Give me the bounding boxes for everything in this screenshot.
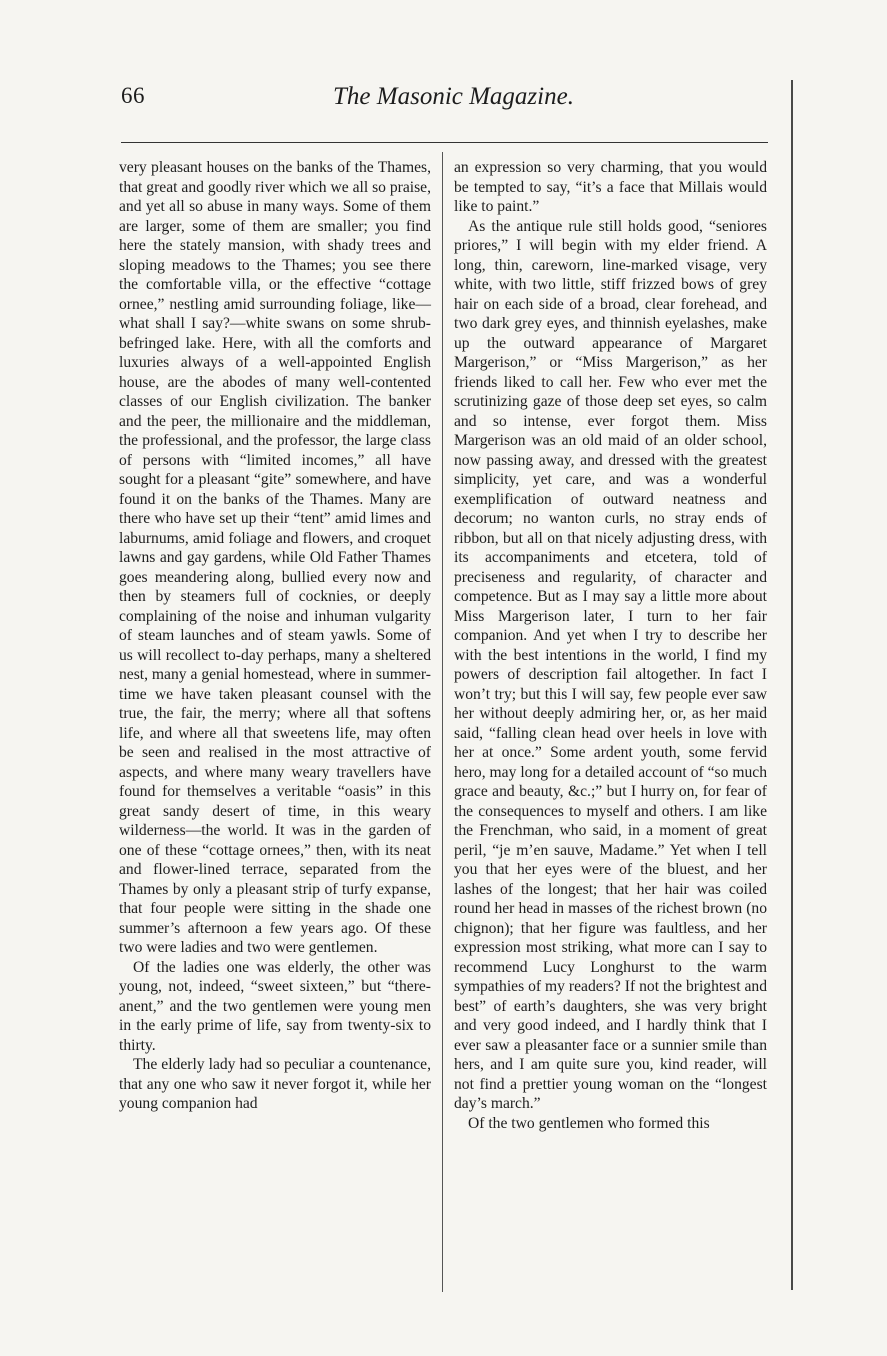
running-title: The Masonic Magazine. bbox=[333, 83, 574, 110]
header-rule bbox=[121, 142, 768, 143]
paragraph: Of the two gentlemen who formed this bbox=[468, 1114, 710, 1132]
paragraph: an expression so very charming, that you would be tempted to say, “it’s a face that Millais would like to paint.” bbox=[454, 159, 767, 215]
right-column bbox=[454, 158, 767, 1133]
paragraph: As the antique rule still holds good, “seniores priores,” I will begin with my elder friend. A long, thin, careworn, line-marked visage, very white, with two little, stiff frizzed bows of grey hair on each side of a broad, clear forehead, and two dark grey eyes, and thinnish eyelashes, make up the outward appearance of Margaret Margerison,” or “Miss Margerison,” as her friends liked to call her. Few who ever met the scrutinizing gaze of those deep set eyes, so calm and so intense, ever forgot them. Miss Margerison was an old maid of an older school, now passing away, and dressed with the greatest simplicity, yet care, and was a wonderful exemplification of outward neatness and decorum; no wanton curls, no stray ends of ribbon, but all on that nicely adjusting dress, with its accompaniments and etcetera, told of preciseness and regularity, of character and competence. But as I may say a little more about Miss Margerison later, I turn to her fair companion. And yet when I try to describe her with the best intentions in the world, I find my powers of description fail altogether. In fact I won’t try; but this I will say, few people ever saw her without deeply admiring her, or, as her maid said, “falling clean head over heels in love with her at once.” Some ardent youth, some fervid hero, may long for a detailed account of “so much grace and beauty, &c.;” but I hurry on, for fear of the consequences to myself and others. I am like the Frenchman, who said, in a moment of great peril, “je m’en sauve, Madame.” Yet when I tell you that her eyes were of the bluest, and her lashes of the longest; that her hair was coiled round her head in masses of the richest brown (no chignon); that her figure was faultless, and her expression most striking, what more can I say to recommend Lucy Longhurst to the warm sympathies of my readers? If not the brightest and best” of earth’s daughters, she was very bright and very good indeed, and I hardly think that I ever saw a pleasanter face or a sunnier smile than hers, and I am quite sure you, kind reader, will not find a prettier young woman on the “longest day’s march.” bbox=[454, 217, 767, 1112]
paragraph: The elderly lady had so peculiar a countenance, that any one who saw it never forgot it, while her young companion had bbox=[119, 1056, 431, 1112]
binding-edge bbox=[791, 80, 793, 1290]
paragraph: Of the ladies one was elderly, the other was young, not, indeed, “sweet sixteen,” but “there-anent,” and the two gentlemen were young men in the early prime of life, say from twenty-six to thirty. bbox=[119, 958, 431, 1054]
left-column bbox=[119, 158, 431, 1114]
paragraph: very pleasant houses on the banks of the Thames, that great and goodly river which we all so praise, and yet all so abuse in many ways. Some of them are larger, some of them are smaller; you find here the stately mansion, with shady trees and sloping meadows to the Thames; you see there the comfortable villa, or the effective “cottage ornee,” nestling amid surrounding foliage, like—what shall I say?—white swans on some shrub-befringed lake. Here, with all the comforts and luxuries always of a well-appointed English house, are the abodes of many well-contented classes of our English civilization. The banker and the peer, the millionaire and the middleman, the professional, and the professor, the large class of persons with “limited incomes,” all have sought for a pleasant “gite” somewhere, and have found it on the banks of the Thames. Many are there who have set up their “tent” amid limes and laburnums, amid foliage and flowers, and croquet lawns and gay gardens, while Old Father Thames goes meandering along, bullied every now and then by steamers full of cocknies, or deeply complaining of the noise and inhuman vulgarity of steam launches and of steam yawls. Some of us will recollect to-day perhaps, many a sheltered nest, many a genial homestead, where in summer-time we have taken pleasant counsel with the true, the fair, the merry; where all that softens life, and where all that sweetens life, may often be seen and realised in the most attractive of aspects, and where many weary travellers have found for themselves a veritable “oasis” in this great sandy desert of time, in this weary wilderness—the world. It was in the garden of one of these “cottage ornees,” then, with its neat and flower-lined terrace, separated from the Thames by only a pleasant strip of turfy expanse, that four people were sitting in the shade one summer’s afternoon a few years ago. Of these two were ladies and two were gentlemen. bbox=[119, 159, 431, 956]
page-number: 66 bbox=[121, 83, 145, 108]
column-divider bbox=[442, 152, 443, 1292]
